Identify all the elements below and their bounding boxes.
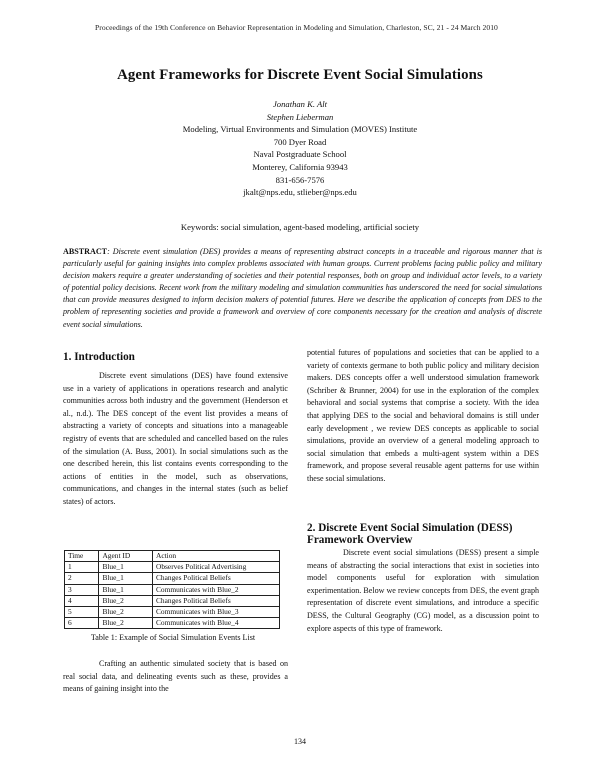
table-cell: 4 (65, 595, 99, 606)
table-cell: Blue_1 (99, 573, 153, 584)
table-header-cell: Action (153, 551, 280, 562)
events-table (64, 550, 280, 629)
table-cell: Changes Political Beliefs (153, 595, 280, 606)
section-1-body (63, 370, 288, 509)
table-header-row (65, 551, 280, 562)
section-2-heading-line: 2. Discrete Event Social Simulation (DESS) (307, 522, 513, 534)
table-cell: 1 (65, 562, 99, 573)
abstract-text: : Discrete event simulation (DES) provides a means of representing abstract concepts in a traceable and rigorous manner that is particularly useful for gaining insights into complex problems associated with human groups. Current problems facing public policy and military decision makers require a greater understanding of societies and their potential responses, both on group and individual actor levels, to a variety of potential policy decisions. Recent work from the military modeling and simulation communities has underscored the need for social simulations that can provide measures designed to inform decision makers of potential futures. Here we describe the application of concepts from DES to the problem of representing societies and provide a framework and overview of core components necessary for the creation and analysis of discrete event social simulations. (63, 247, 542, 329)
table-cell: Blue_1 (99, 584, 153, 595)
table-cell: 2 (65, 573, 99, 584)
table-cell: Blue_2 (99, 595, 153, 606)
table-cell: Blue_2 (99, 606, 153, 617)
table-row (65, 606, 280, 617)
paragraph: potential futures of populations and societies that can be applied to a variety of contexts germane to both public policy and military decision makers. DES concepts offer a well understood simulation framework (Schriber & Brunner, 2004) for use in the exploration of the complex behavioral and social systems that comprise a society. With the idea that applying DES to the social and behavioral domains is still under early development , we review DES concepts as applicable to social simulations, provide an overview of a general modeling approach to social simulation that embeds a multi-agent system within a DES framework, and propose several reusable agent patterns for use within these social simulations. (307, 348, 539, 483)
table-cell: Observes Political Advertising (153, 562, 280, 573)
table-caption: Table 1: Example of Social Simulation Events List (90, 633, 256, 642)
section-2-heading-line: Framework Overview (307, 534, 413, 546)
table-cell: 5 (65, 606, 99, 617)
table-cell: 3 (65, 584, 99, 595)
author-name: Jonathan K. Alt (272, 99, 328, 109)
table-cell: Blue_2 (99, 618, 153, 629)
table-cell: Communicates with Blue_3 (153, 606, 280, 617)
table-row (65, 618, 280, 629)
section-2-body (307, 547, 539, 635)
section-1-heading: 1. Introduction (63, 351, 135, 363)
section-1-body-continued (63, 658, 288, 696)
table-cell: Blue_1 (99, 562, 153, 573)
right-column-body (307, 347, 539, 486)
section-2-heading (307, 522, 547, 546)
table-cell: Communicates with Blue_2 (153, 584, 280, 595)
table-row (65, 584, 280, 595)
address-line: Monterey, California 93943 (252, 161, 348, 172)
table-header-cell: Agent ID (99, 551, 153, 562)
page-number: 134 (294, 737, 306, 746)
paragraph: Discrete event social simulations (DESS) present a simple means of abstracting the social interactions that exist in societies into model components useful for exploration with simulation experimentation. Below we review concepts from DES, the event graph representation of discrete event simulations, and introduce a specific DESS, the Cultural Geography (CG) model, as a discussion point to explore aspects of this type of framework. (307, 548, 539, 633)
table-header-cell: Time (65, 551, 99, 562)
paper-title: Agent Frameworks for Discrete Event Social Simulations (117, 67, 483, 83)
paragraph: Discrete event simulations (DES) have found extensive use in a variety of applications in operations research and analytic communities across both industry and the government (Henderson et al., n.d.). The DES concept of the event list provides a means of abstracting a variety of concepts and situations into a manageable registry of events that are scheduled and cancelled based on the rules of the simulation (A. Buss, 2001). In social simulations such as the one described herein, this list contains events corresponding to the actions of entities in the model, such as observations, communications, and changes in the internal states (such as belief states) of actors. (63, 371, 288, 506)
table-row (65, 573, 280, 584)
keywords: Keywords: social simulation, agent-based modeling, artificial society (180, 222, 420, 232)
author-name: Stephen Lieberman (266, 111, 334, 122)
abstract (63, 246, 542, 331)
table-cell: Changes Political Beliefs (153, 573, 280, 584)
table-cell: 6 (65, 618, 99, 629)
author-block (0, 98, 600, 199)
table-row (65, 562, 280, 573)
abstract-label: ABSTRACT (63, 247, 108, 256)
table-row (65, 595, 280, 606)
affiliation: Modeling, Virtual Environments and Simulation (MOVES) Institute (182, 124, 418, 135)
address-line: Naval Postgraduate School (253, 149, 347, 160)
paragraph: Crafting an authentic simulated society that is based on real social data, and delineating events such as these, provides a means of gaining insight into the (63, 659, 288, 694)
address-line: 700 Dyer Road (273, 136, 327, 147)
phone: 831-656-7576 (275, 174, 325, 185)
email: jkalt@nps.edu, stlieber@nps.edu (243, 187, 357, 198)
running-head: Proceedings of the 19th Conference on Behavior Representation in Modeling and Simulation, Charleston, SC, 21 - 24 March 2010 (95, 23, 498, 32)
table-cell: Communicates with Blue_4 (153, 618, 280, 629)
